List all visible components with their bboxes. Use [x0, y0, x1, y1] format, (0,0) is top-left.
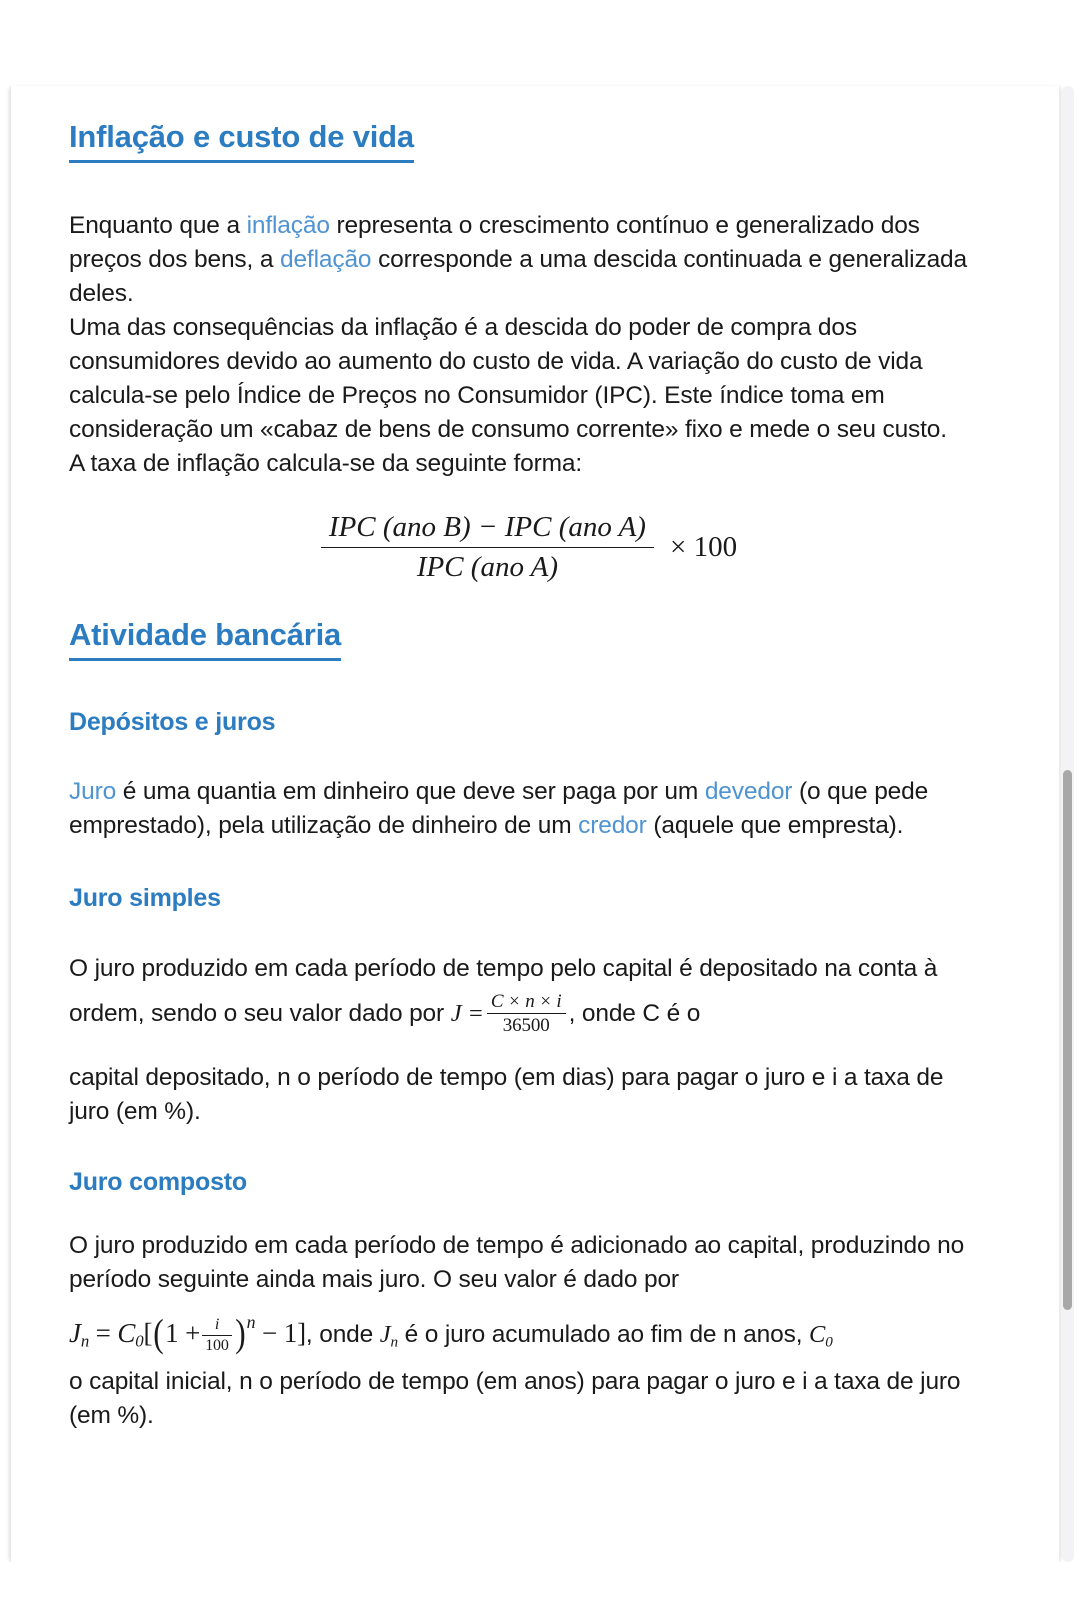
text-fragment: , onde	[305, 1320, 380, 1348]
text-fragment: , onde C é o	[568, 1000, 701, 1028]
paragraph-taxa-inflacao-intro: A taxa de inflação calcula-se da seguinte forma:	[69, 450, 583, 478]
formula-lhs-var: J	[69, 1317, 81, 1348]
paragraph-juro-simples	[69, 947, 989, 1037]
paragraph-juro-definicao	[69, 775, 989, 843]
inline-var: J	[379, 1320, 391, 1348]
text-fragment: Enquanto que a	[69, 212, 247, 240]
formula-juro-simples	[450, 991, 569, 1037]
term-deflacao: deflação	[279, 246, 372, 274]
inline-var-jn	[380, 1321, 398, 1348]
page-bottom-margin	[0, 1562, 1080, 1620]
formula-juro-composto	[69, 1311, 306, 1356]
paragraph-juro-composto-formula	[69, 1299, 989, 1365]
inline-var-sub: n	[390, 1332, 398, 1350]
text-fragment: é o juro acumulado ao fim de n anos,	[397, 1320, 810, 1348]
inline-var-c0	[809, 1321, 833, 1348]
fraction-numerator: i	[202, 1316, 232, 1336]
formula-equals: =	[95, 1317, 111, 1348]
formula-paren-close: )	[235, 1312, 246, 1356]
formula-lhs-sub: n	[80, 1331, 90, 1351]
formula-paren-open: (	[153, 1312, 164, 1356]
paragraph-consequencias: Uma das consequências da inflação é a descida do poder de compra dos consumidores devido ao aumento do custo de vida. A variação do custo de vida calcula-se pelo Índice de Preços no Consumidor (IPC). Este índice toma em consideração um «cabaz de bens de consumo corrente» fixo e mede o seu custo.	[69, 314, 947, 444]
term-inflacao: inflação	[246, 212, 330, 240]
formula-capital-sub: 0	[135, 1331, 144, 1351]
document-content-card	[10, 86, 1060, 1562]
fraction-denominator: 36500	[502, 1015, 550, 1037]
formula-capital-var: C	[117, 1317, 136, 1348]
fraction-i-over-100	[202, 1316, 232, 1355]
document-body	[69, 102, 989, 1433]
fraction-juro-simples	[487, 991, 566, 1037]
formula-one-plus: 1 +	[165, 1317, 201, 1348]
fraction-numerator: C × n × i	[487, 991, 566, 1014]
formula-bracket-close: ]	[297, 1317, 306, 1348]
text-fragment: corresponde a uma descida continuada e generalizada deles.	[69, 246, 968, 308]
paragraph-juro-composto-intro: O juro produzido em cada período de tempo é adicionado ao capital, produzindo no período seguinte ainda mais juro. O seu valor é dado por	[69, 1231, 965, 1293]
page-title: Inflação e custo de vida	[69, 120, 414, 163]
subheading-juro-composto: Juro composto	[69, 1167, 247, 1196]
subheading-juro-simples: Juro simples	[69, 884, 221, 913]
inline-var: C	[809, 1320, 826, 1348]
term-credor: credor	[578, 812, 647, 840]
formula-exponent: n	[246, 1311, 256, 1332]
paragraph-juro-composto-variaveis: o capital inicial, n o período de tempo (em anos) para pagar o juro e i a taxa de juro (em %).	[69, 1367, 961, 1429]
text-fragment: O juro produzido em cada período de tempo pelo capital é depositado na conta à ordem, sendo o seu valor dado por	[69, 955, 938, 1028]
text-fragment: representa o crescimento contínuo e generalizado dos preços dos bens, a	[69, 212, 920, 274]
fraction-ipc	[321, 511, 654, 584]
text-fragment: (o que pede emprestado), pela utilização de dinheiro de um	[69, 778, 929, 840]
section-heading-atividade-bancaria: Atividade bancária	[69, 618, 341, 661]
inline-var-sub: 0	[825, 1332, 833, 1350]
page-top-margin	[0, 0, 1080, 86]
formula-minus-one: − 1	[262, 1317, 298, 1348]
text-fragment: (aquele que empresta).	[646, 812, 904, 840]
formula-bracket-open: [	[143, 1317, 153, 1348]
subheading-depositos-e-juros: Depósitos e juros	[69, 708, 276, 737]
fraction-denominator: 100	[205, 1336, 229, 1354]
formula-taxa-inflacao	[69, 511, 989, 584]
section-inflacao	[69, 120, 989, 163]
formula-multiplier: × 100	[669, 531, 738, 564]
paragraph-juro-simples-variaveis: capital depositado, n o período de tempo (em dias) para pagar o juro e i a taxa de juro (em %).	[69, 1063, 944, 1125]
term-juro: Juro	[69, 778, 117, 806]
paragraph-inflacao-deflacao	[69, 209, 989, 311]
fraction-numerator: IPC (ano B) − IPC (ano A)	[321, 511, 654, 548]
section-atividade-bancaria	[69, 618, 989, 661]
fraction-denominator: IPC (ano A)	[416, 551, 559, 584]
text-fragment: é uma quantia em dinheiro que deve ser paga por um	[116, 778, 705, 806]
formula-lhs: J =	[450, 1000, 484, 1028]
vertical-scrollbar-thumb[interactable]	[1063, 770, 1072, 1310]
term-devedor: devedor	[704, 778, 793, 806]
